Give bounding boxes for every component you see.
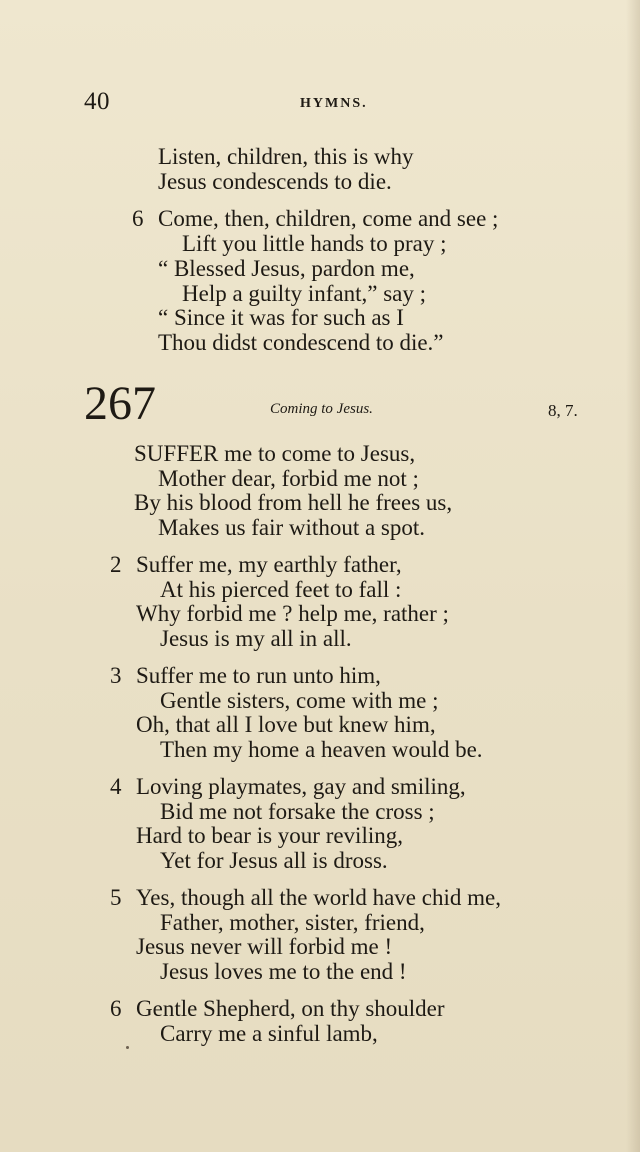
verse-line: Come, then, children, come and see ;	[158, 206, 499, 231]
verse-line: Suffer me, my earthly father,	[136, 552, 402, 577]
verse-line: “ Blessed Jesus, pardon me,	[158, 256, 415, 281]
verse-line: Jesus never will forbid me !	[136, 934, 393, 959]
hymn-meter: 8, 7.	[548, 401, 578, 420]
verse-line: Jesus loves me to the end !	[160, 959, 407, 984]
verse-line: Gentle sisters, come with me ;	[160, 688, 439, 713]
verse-line: Yes, though all the world have chid me,	[136, 885, 501, 910]
verse-line: Mother dear, forbid me not ;	[158, 466, 419, 491]
first-line-rest: me to come to Jesus,	[218, 441, 416, 466]
verse-line: Yet for Jesus all is dross.	[160, 848, 388, 873]
print-speck	[126, 1046, 129, 1049]
verse-line: Help a guilty infant,” say ;	[182, 281, 426, 306]
verse-line: “ Since it was for such as I	[158, 305, 404, 330]
running-title: HYMNS.	[300, 96, 368, 111]
verse-number: 2	[110, 552, 122, 577]
verse-number: 3	[110, 663, 122, 688]
verse-line: Lift you little hands to pray ;	[182, 231, 447, 256]
verse-line: Why forbid me ? help me, rather ;	[136, 601, 449, 626]
verse-line	[134, 442, 415, 465]
verse-line: Jesus condescends to die.	[158, 169, 392, 194]
verse-number: 4	[110, 774, 122, 799]
verse-line: At his pierced feet to fall :	[160, 577, 402, 602]
verse-number: 6	[110, 996, 122, 1021]
page-number: 40	[84, 88, 110, 115]
verse-number: 5	[110, 885, 122, 910]
page-edge-shadow	[626, 0, 640, 1152]
verse-line: Gentle Shepherd, on thy shoulder	[136, 996, 445, 1021]
verse-number: 6	[132, 206, 144, 231]
verse-line: Then my home a heaven would be.	[160, 737, 483, 762]
verse-line: Suffer me to run unto him,	[136, 663, 381, 688]
verse-line: Listen, children, this is why	[158, 144, 414, 169]
verse-line: Makes us fair without a spot.	[158, 515, 426, 540]
verse-line: Hard to bear is your reviling,	[136, 823, 403, 848]
first-word: SUFFER	[134, 441, 219, 466]
verse-line: Oh, that all I love but knew him,	[136, 712, 436, 737]
verse-line: Loving playmates, gay and smiling,	[136, 774, 466, 799]
verse-line: Bid me not forsake the cross ;	[160, 799, 435, 824]
verse-line: By his blood from hell he frees us,	[134, 490, 453, 515]
hymn-title: Coming to Jesus.	[270, 401, 373, 417]
verse-line: Carry me a sinful lamb,	[160, 1021, 378, 1046]
hymn-number: 267	[84, 377, 156, 430]
verse-line: Thou didst condescend to die.”	[158, 330, 444, 355]
verse-line: Father, mother, sister, friend,	[160, 910, 425, 935]
verse-line: Jesus is my all in all.	[160, 626, 352, 651]
